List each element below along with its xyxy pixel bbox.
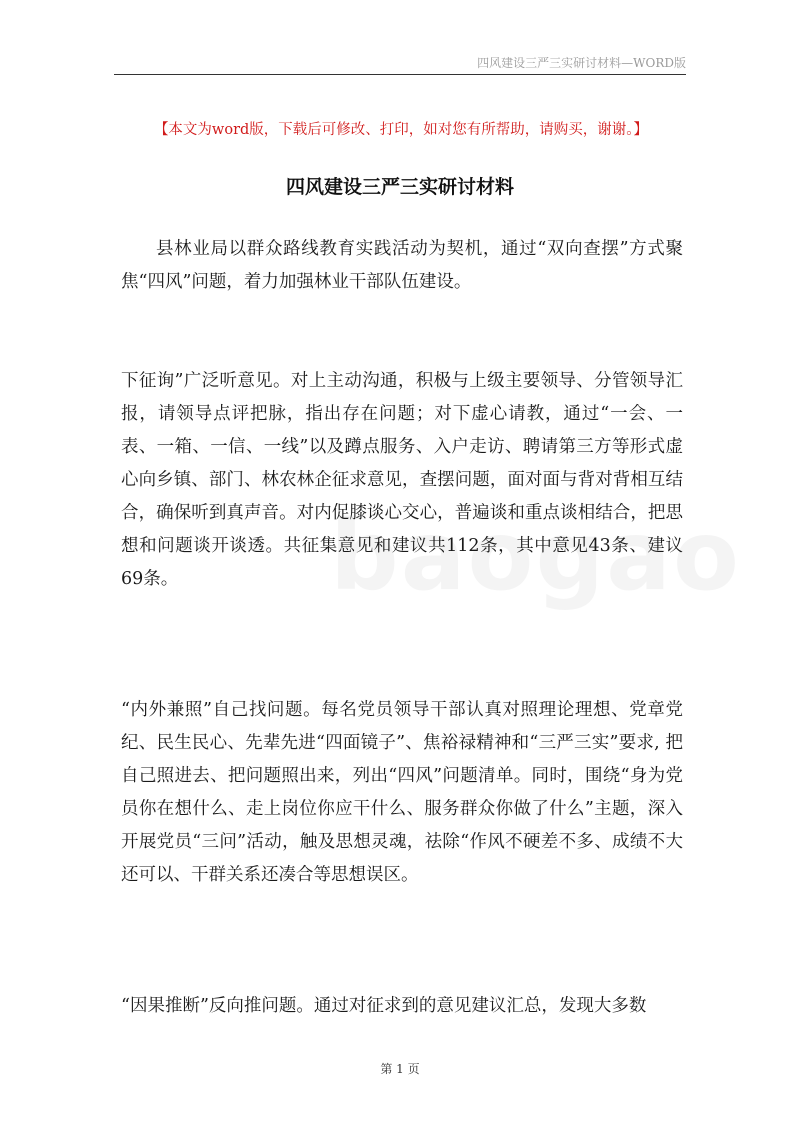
download-notice: 【本文为word版，下载后可修改、打印，如对您有所帮助，请购买，谢谢。】 xyxy=(153,122,649,138)
header-divider xyxy=(114,74,686,75)
paragraph-cause-analysis: “因果推断”反向推问题。通过对征求到的意见建议汇总，发现大多数 xyxy=(121,996,647,1016)
paragraph-solicit-opinions: 下征询”广泛听意见。对上主动沟通，积极与上级主要领导、分管领导汇报，请领导点评把脉，指出存在问题；对下虚心请教，通过“一会、一表、一箱、一信、一线”以及蹲点服务、入户走访、聘请第三方等形式虚心向乡镇、部门、林农林企征求意见，查摆问题，面对面与背对背相互结合，确保听到真声音。对内促膝谈心交心，普遍谈和重点谈相结合，把思想和问题谈开谈透。共征集意见和建议共112条，其中意见43条、建议69条。 xyxy=(121,371,683,589)
running-header: 四风建设三严三实研讨材料—WORD版 xyxy=(477,56,686,70)
document-title: 四风建设三严三实研讨材料 xyxy=(285,176,514,198)
paragraph-intro: 县林业局以群众路线教育实践活动为契机，通过“双向查摆”方式聚焦“四风”问题，着力加强林业干部队伍建设。 xyxy=(121,239,683,292)
paragraph-self-inspection: “内外兼照”自己找问题。每名党员领导干部认真对照理论理想、党章党纪、民生民心、先辈先进“四面镜子”、焦裕禄精神和“三严三实”要求, 把自己照进去、把问题照出来，列出“四风”问题清单。同时，围绕“身为党员你在想什么、走上岗位你应干什么、服务群众你做了什么”主题，深入开展党员“三问”活动，触及思想灵魂，祛除“作风不硬差不多、成绩不大还可以、干群关系还凑合等思想误区。 xyxy=(121,700,683,885)
page-number: 第 1 页 xyxy=(380,1062,420,1076)
